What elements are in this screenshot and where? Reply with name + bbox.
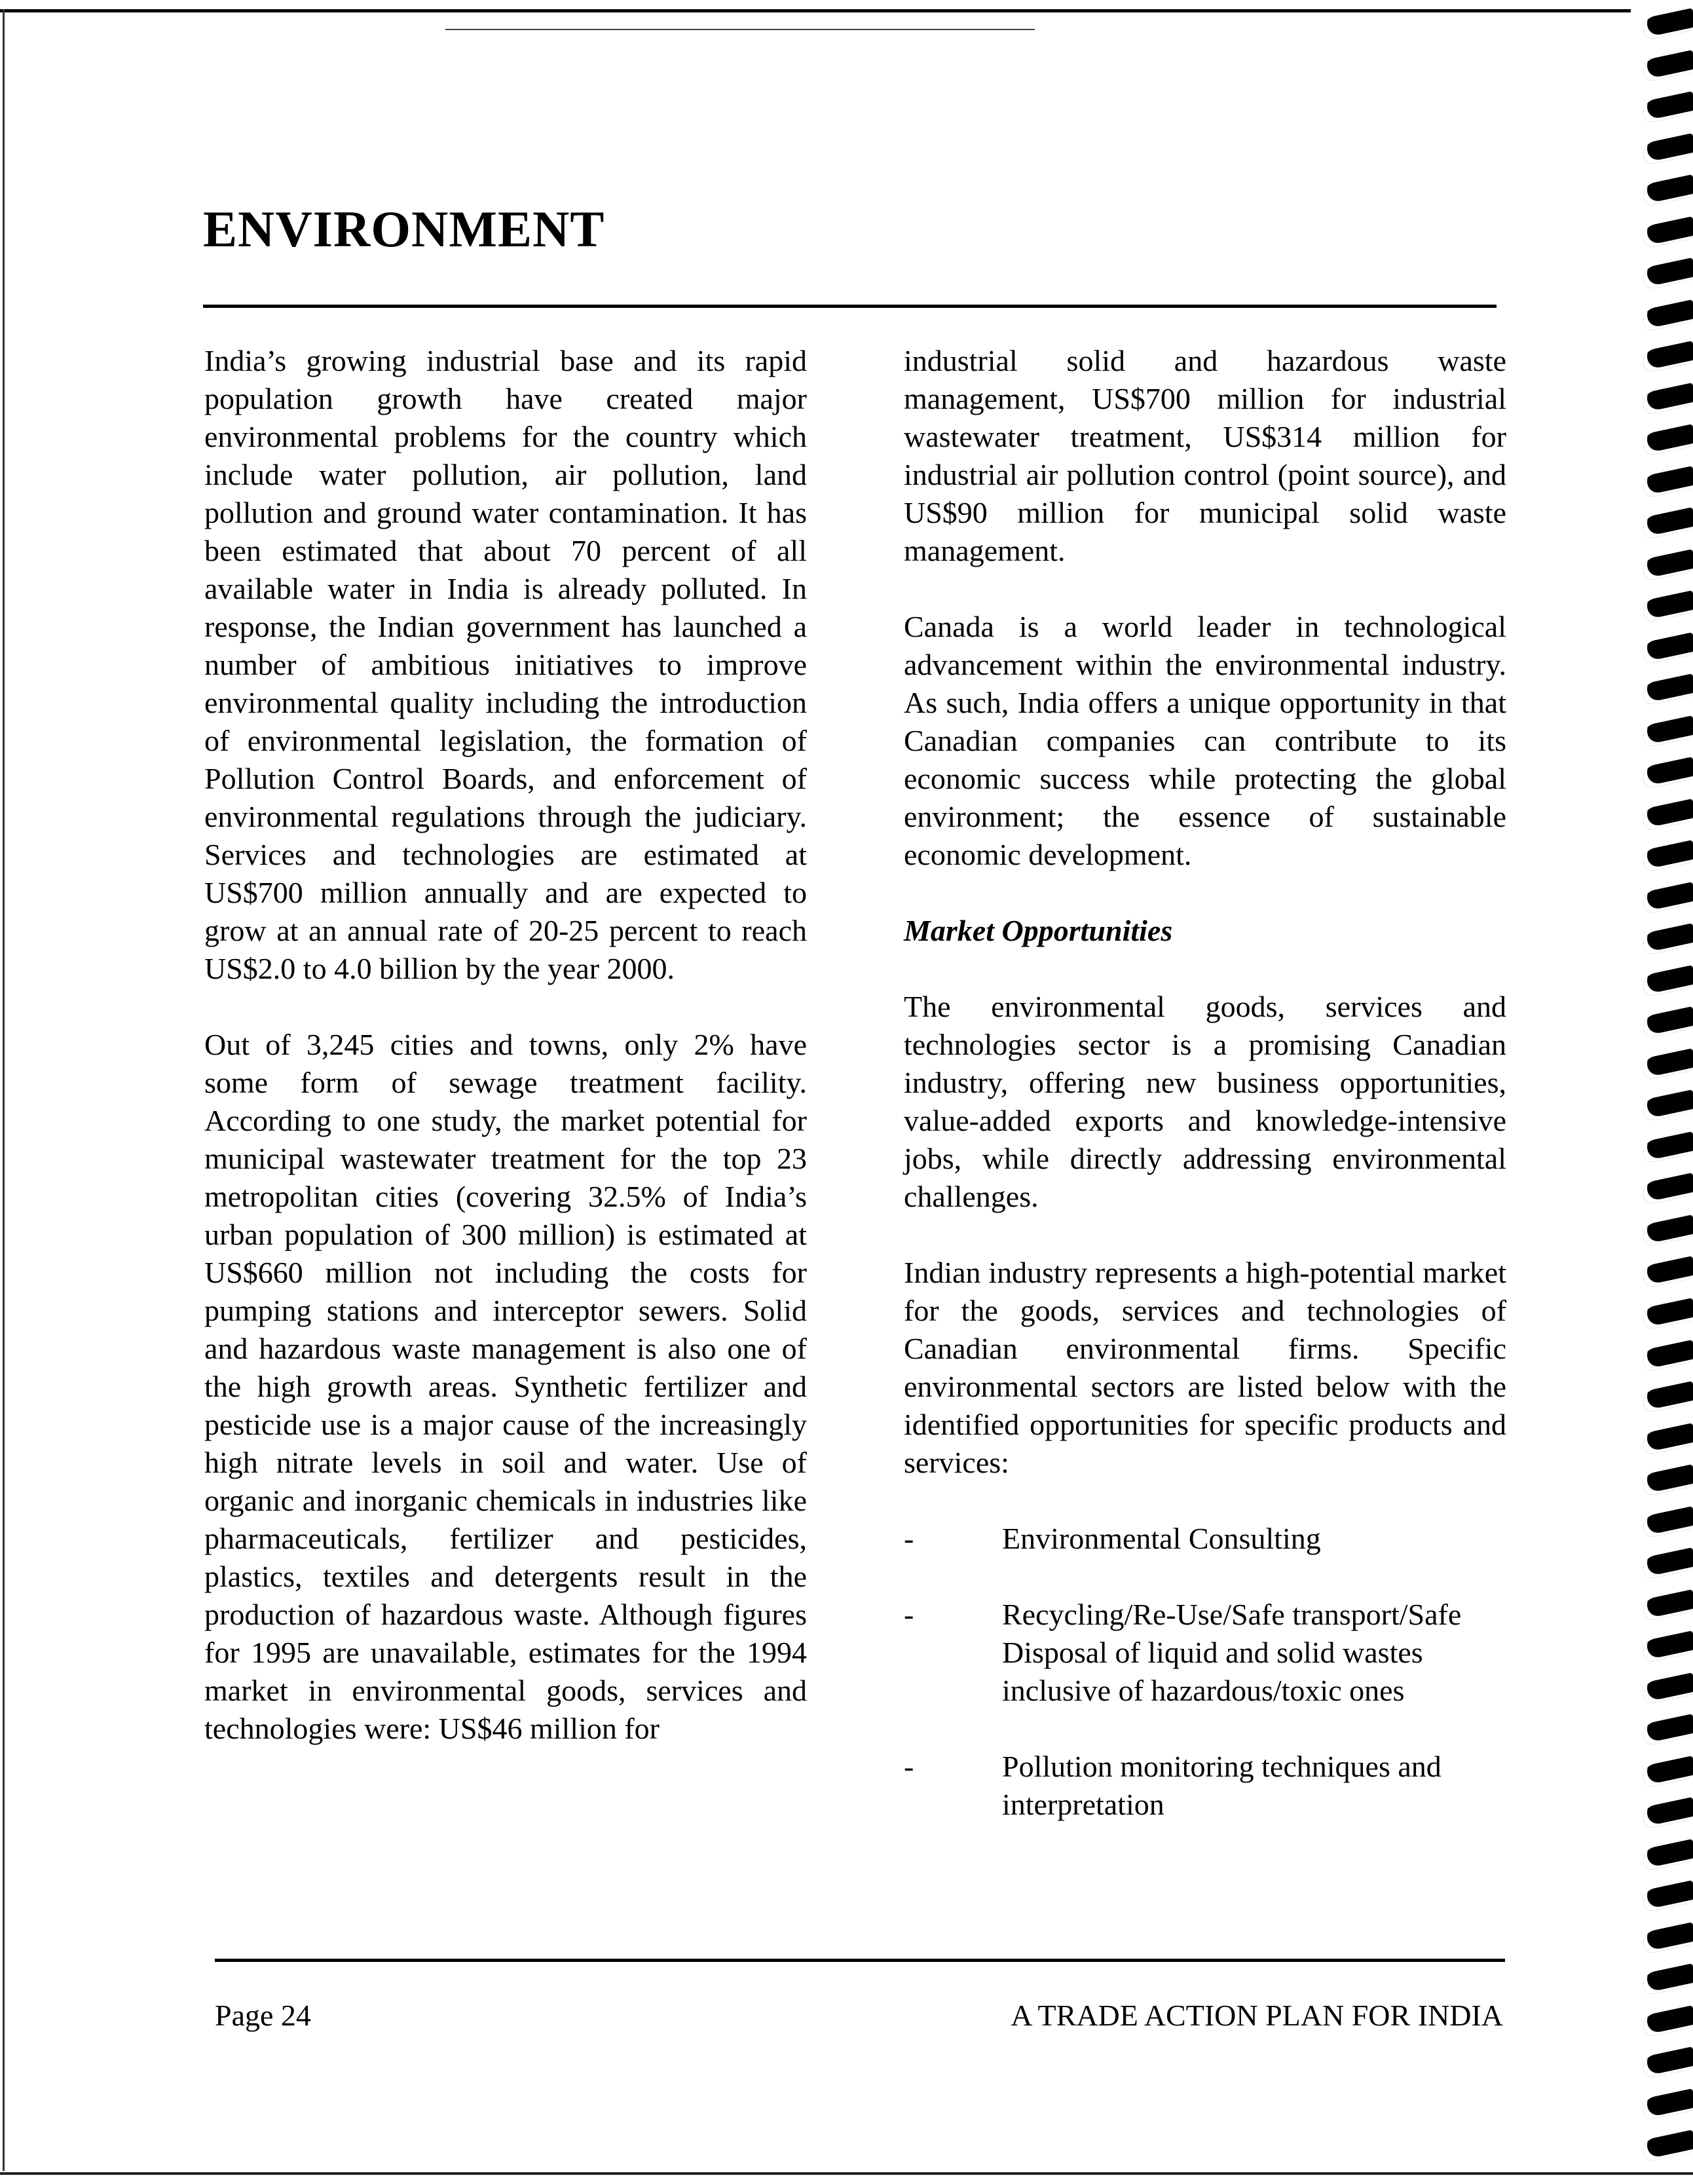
market-paragraph-1: The environmental goods, services and technologies sector is a promising Canadian industry, offering new business opportunities, value-added exports and knowledge-intensive jobs, while directly addressing environmental challenges. (904, 990, 1506, 1213)
document-title: A TRADE ACTION PLAN FOR INDIA (1011, 1999, 1503, 2032)
bullet-environmental-consulting (904, 1520, 1506, 1558)
cities-paragraph: Out of 3,245 cities and towns, only 2% have some form of sewage treatment facility. According to one study, the market potential for municipal wastewater treatment for the top 23 metropolitan cities (covering 32.5% of India’s urban population of 300 million) is estimated at US$660 million not including the costs for pumping stations and interceptor sewers. Solid and hazardous waste management is also one of the high growth areas. Synthetic fertilizer and pesticide use is a major cause of the increasingly high nitrate levels in soil and water. Use of organic and inorganic chemicals in industries like pharmaceuticals, fertilizer and pesticides, plastics, textiles and detergents result in the production of hazardous waste. Although figures for 1995 are unavailable, estimates for the 1994 market in environmental goods, services and technologies were: US$46 million for (204, 1028, 807, 1745)
binding-coil (1643, 1963, 1693, 1996)
binding-coil (1643, 1131, 1693, 1164)
bullet-text: Recycling/Re-Use/Safe transport/Safe Disposal of liquid and solid wastes inclusive of hazardous/toxic ones (1002, 1598, 1462, 1707)
page-number: Page 24 (215, 1999, 311, 2032)
binding-coil (1643, 757, 1693, 789)
binding-coil (1643, 549, 1693, 582)
binding-coil (1643, 1089, 1693, 1122)
binding-coil (1643, 507, 1693, 540)
binding-coil (1643, 1048, 1693, 1081)
binding-coil (1643, 1880, 1693, 1913)
binding-coil (1643, 1505, 1693, 1538)
binding-coil (1643, 1173, 1693, 1205)
page-top-scan-line (445, 29, 1035, 30)
canada-paragraph: Canada is a world leader in technological advancement within the environmental industry. As such, India offers a unique opportunity in that Canadian companies can contribute to its economic success while protecting the global environment; the essence of sustainable economic development. (904, 610, 1506, 871)
binding-coil (1643, 1839, 1693, 1872)
binding-coil (1643, 91, 1693, 124)
binding-coil (1643, 799, 1693, 831)
binding-coil (1643, 299, 1693, 332)
binding-coil (1643, 1547, 1693, 1580)
binding-coil (1643, 8, 1693, 41)
binding-coil (1643, 2130, 1693, 2162)
binding-coil (1643, 840, 1693, 873)
binding-coil (1643, 1006, 1693, 1039)
spiral-binding (1641, 0, 1693, 2184)
binding-coil (1643, 1589, 1693, 1622)
binding-coil (1643, 632, 1693, 665)
bullet-dash: - (904, 1750, 914, 1783)
binding-coil (1643, 2046, 1693, 2079)
left-column (204, 342, 807, 1786)
bullet-text: Pollution monitoring techniques and interpretation (1002, 1750, 1442, 1821)
binding-coil (1643, 216, 1693, 249)
binding-coil (1643, 590, 1693, 623)
binding-coil (1643, 424, 1693, 457)
market-paragraph-2: Indian industry represents a high-potential market for the goods, services and technologies of Canadian environmental firms. Specific environmental sectors are listed below with the identified opportunities for specific products and services: (904, 1256, 1506, 1479)
binding-coil (1643, 383, 1693, 415)
binding-coil (1643, 1298, 1693, 1330)
binding-coil (1643, 715, 1693, 748)
binding-coil (1643, 341, 1693, 373)
binding-coil (1643, 49, 1693, 82)
binding-coil (1643, 965, 1693, 998)
title-rule (203, 305, 1497, 308)
binding-coil (1643, 2005, 1693, 2038)
section-title: ENVIRONMENT (203, 200, 605, 257)
bullet-pollution-monitoring (904, 1748, 1506, 1824)
binding-coil (1643, 1630, 1693, 1663)
binding-coil (1643, 1756, 1693, 1788)
footer-rule (215, 1959, 1505, 1962)
binding-coil (1643, 882, 1693, 914)
binding-coil (1643, 923, 1693, 956)
page-left-edge (3, 9, 5, 2171)
market-opportunities-heading: Market Opportunities (904, 914, 1173, 947)
binding-coil (1643, 1381, 1693, 1414)
binding-coil (1643, 1672, 1693, 1705)
binding-coil (1643, 1422, 1693, 1455)
bullet-dash: - (904, 1598, 914, 1631)
continuation-paragraph: industrial solid and hazardous waste management, US$700 million for industrial wastewater treatment, US$314 million for industrial air pollution control (point source), and US$90 million for municipal solid waste management. (904, 344, 1506, 567)
bullet-dash: - (904, 1522, 914, 1555)
binding-coil (1643, 1256, 1693, 1289)
binding-coil (1643, 1922, 1693, 1955)
right-column (904, 342, 1506, 1862)
page-top-edge (0, 9, 1631, 12)
binding-coil (1643, 1797, 1693, 1830)
binding-coil (1643, 673, 1693, 706)
binding-coil (1643, 174, 1693, 207)
binding-coil (1643, 1339, 1693, 1372)
bullet-recycling (904, 1596, 1506, 1710)
page-bottom-edge (0, 2172, 1693, 2175)
binding-coil (1643, 132, 1693, 165)
binding-coil (1643, 2088, 1693, 2121)
binding-coil (1643, 1464, 1693, 1497)
binding-coil (1643, 1714, 1693, 1746)
binding-coil (1643, 257, 1693, 290)
bullet-text: Environmental Consulting (1002, 1522, 1321, 1555)
intro-paragraph: India’s growing industrial base and its rapid population growth have created major environmental problems for the country which include water pollution, air pollution, land pollution and ground water contamination. It has been estimated that about 70 percent of all available water in India is already polluted. In response, the Indian government has launched a number of ambitious initiatives to improve environmental quality including the introduction of environmental legislation, the formation of Pollution Control Boards, and enforcement of environmental regulations through the judiciary. Services and technologies are estimated at US$700 million annually and are expected to grow at an annual rate of 20-25 percent to reach US$2.0 to 4.0 billion by the year 2000. (204, 344, 807, 985)
binding-coil (1643, 1214, 1693, 1247)
binding-coil (1643, 466, 1693, 499)
